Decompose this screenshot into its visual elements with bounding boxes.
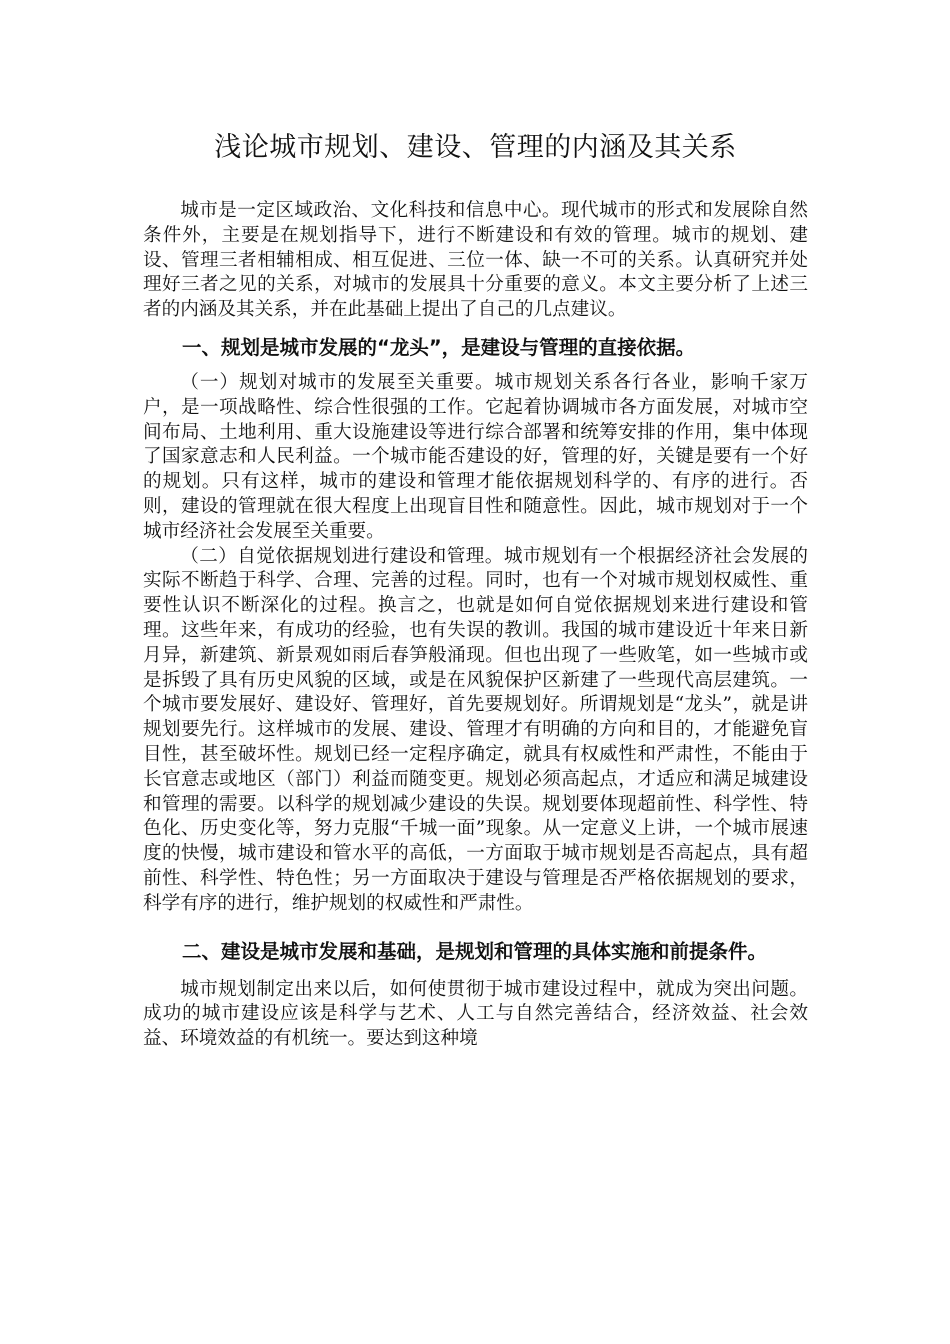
intro-paragraph: 城市是一定区域政治、文化科技和信息中心。现代城市的形式和发展除自然条件外，主要是在规划指导下，进行不断建设和有效的管理。城市的规划、建设、管理三者相辅相成、相互促进、三位一体、缺一不可的关系。认真研究并处理好三者之见的关系，对城市的发展具十分重要的意义。本文主要分析了上述三者的内涵及其关系，并在此基础上提出了自己的几点建议。 [143,200,808,321]
section-1-paragraph-1: （一）规划对城市的发展至关重要。城市规划关系各行各业，影响千家万户，是一项战略性、综合性很强的工作。它起着协调城市各方面发展，对城市空间布局、土地利用、重大设施建设等进行综合部署和统筹安排的作用，集中体现了国家意志和人民利益。一个城市能否建设的好，管理的好，关键是要有一个好的规划。只有这样，城市的建设和管理才能依据规划科学的、有序的进行。否则，建设的管理就在很大程度上出现盲目性和随意性。因此，城市规划对于一个城市经济社会发展至关重要。 [143,371,808,542]
section-2-heading: 二、建设是城市发展和基础，是规划和管理的具体实施和前提条件。 [182,939,768,963]
section-1-heading: 一、规划是城市发展的“龙头”，是建设与管理的直接依据。 [182,335,696,359]
section-1-paragraph-2: （二）自觉依据规划进行建设和管理。城市规划有一个根据经济社会发展的实际不断趋于科学、合理、完善的过程。同时，也有一个对城市规划权威性、重要性认识不断深化的过程。换言之，也就是如何自觉依据规划来进行建设和管理。这些年来，有成功的经验，也有失误的教训。我国的城市建设近十年来日新月异，新建筑、新景观如雨后春笋般涌现。但也出现了一些败笔，如一些城市或是拆毁了具有历史风貌的区域，或是在风貌保护区新建了一些现代高层建筑。一个城市要发展好、建设好、管理好，首先要规划好。所谓规划是“龙头”，就是讲规划要先行。这样城市的发展、建设、管理才有明确的方向和目的，才能避免盲目性，甚至破坏性。规划已经一定程序确定，就具有权威性和严肃性，不能由于长官意志或地区（部门）利益而随变更。规划必须高起点，才适应和满足城建设和管理的需要。以科学的规划减少建设的失误。规划要体现超前性、科学性、特色化、历史变化等，努力克服“千城一面”现象。从一定意义上讲，一个城市展速度的快慢，城市建设和管水平的高低，一方面取于城市规划是否高起点，具有超前性、科学性、特色性；另一方面取决于建设与管理是否严格依据规划的要求，科学有序的进行，维护规划的权威性和严肃性。 [143,545,808,914]
document-title: 浅论城市规划、建设、管理的内涵及其关系 [214,132,737,163]
section-2-paragraph-1: 城市规划制定出来以后，如何使贯彻于城市建设过程中，就成为突出问题。成功的城市建设应该是科学与艺术、人工与自然完善结合，经济效益、社会效益、环境效益的有机统一。要达到这种境 [143,978,808,1050]
document-body [143,128,808,1052]
